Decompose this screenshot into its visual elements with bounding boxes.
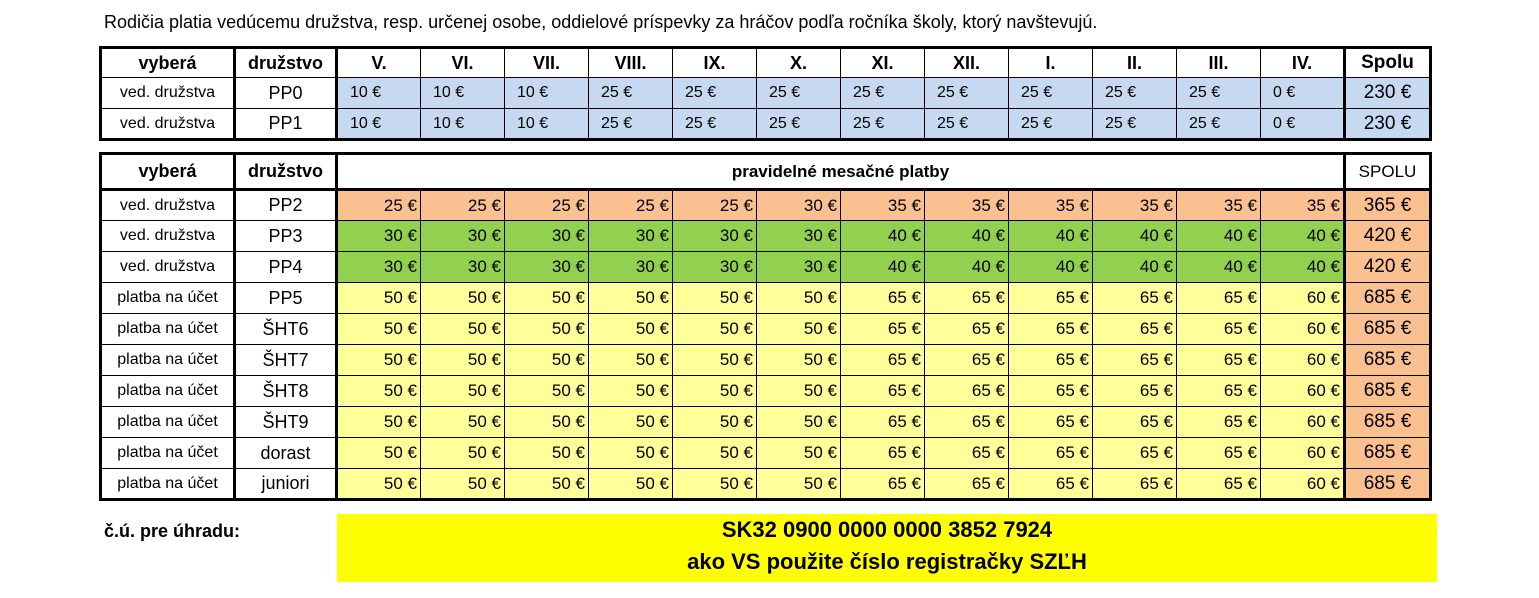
fee-cell: 65 € (1009, 469, 1093, 500)
collector-cell: platba na účet (101, 438, 235, 469)
fee-cell: 25 € (925, 78, 1009, 109)
account-label: č.ú. pre úhradu: (104, 521, 241, 541)
team-cell: PP2 (235, 190, 337, 221)
fee-cell: 50 € (337, 283, 421, 314)
table-row (101, 78, 1431, 109)
fee-cell: 65 € (1177, 407, 1261, 438)
table-row (101, 283, 1431, 314)
table-row (101, 438, 1431, 469)
fee-cell: 65 € (841, 407, 925, 438)
fee-cell: 25 € (841, 109, 925, 140)
collector-cell: platba na účet (101, 283, 235, 314)
fee-cell: 50 € (337, 345, 421, 376)
fee-table-monthly (99, 152, 1432, 501)
fee-cell: 25 € (589, 78, 673, 109)
fee-cell: 25 € (505, 190, 589, 221)
column-header: družstvo (235, 154, 337, 190)
fee-cell: 50 € (589, 407, 673, 438)
fee-cell: 50 € (757, 438, 841, 469)
fee-cell: 65 € (1093, 376, 1177, 407)
fee-cell: 50 € (505, 376, 589, 407)
fee-cell: 65 € (841, 438, 925, 469)
fee-cell: 25 € (673, 78, 757, 109)
column-header: IX. (673, 48, 757, 78)
fee-cell: 35 € (1009, 190, 1093, 221)
fee-cell: 50 € (421, 438, 505, 469)
fee-cell: 25 € (1177, 109, 1261, 140)
fee-cell: 50 € (589, 376, 673, 407)
fee-cell: 65 € (1093, 407, 1177, 438)
account-box (337, 514, 1437, 582)
fee-cell: 50 € (505, 407, 589, 438)
fee-cell: 40 € (1009, 221, 1093, 252)
column-header: Spolu (1345, 48, 1431, 78)
fee-cell: 10 € (337, 78, 421, 109)
fee-cell: 50 € (421, 283, 505, 314)
fee-cell: 60 € (1261, 376, 1345, 407)
column-header: družstvo (235, 48, 337, 78)
fee-cell: 25 € (421, 190, 505, 221)
team-cell: ŠHT6 (235, 314, 337, 345)
fee-cell: 25 € (925, 109, 1009, 140)
collector-cell: platba na účet (101, 376, 235, 407)
collector-cell: platba na účet (101, 469, 235, 500)
fee-cell: 40 € (925, 252, 1009, 283)
fee-cell: 65 € (925, 314, 1009, 345)
fee-cell: 35 € (1093, 190, 1177, 221)
fee-cell: 10 € (505, 78, 589, 109)
fee-cell: 65 € (1093, 469, 1177, 500)
fee-cell: 40 € (1093, 252, 1177, 283)
fee-cell: 30 € (673, 221, 757, 252)
fee-cell: 65 € (841, 469, 925, 500)
collector-cell: ved. družstva (101, 109, 235, 140)
fee-cell: 25 € (841, 78, 925, 109)
fee-cell: 65 € (1093, 283, 1177, 314)
total-cell: 685 € (1345, 283, 1431, 314)
fee-cell: 50 € (673, 438, 757, 469)
fee-cell: 65 € (925, 283, 1009, 314)
team-cell: PP4 (235, 252, 337, 283)
fee-cell: 10 € (505, 109, 589, 140)
team-cell: ŠHT7 (235, 345, 337, 376)
table-row (101, 376, 1431, 407)
fee-cell: 65 € (841, 314, 925, 345)
fee-cell: 65 € (841, 345, 925, 376)
column-header: I. (1009, 48, 1093, 78)
fee-cell: 40 € (1177, 252, 1261, 283)
fee-cell: 60 € (1261, 469, 1345, 500)
fee-cell: 50 € (673, 376, 757, 407)
fee-cell: 10 € (337, 109, 421, 140)
table-header-row (101, 48, 1431, 78)
fee-cell: 50 € (757, 314, 841, 345)
total-cell: 685 € (1345, 407, 1431, 438)
fee-cell: 50 € (505, 283, 589, 314)
fee-cell: 65 € (925, 376, 1009, 407)
fee-cell: 0 € (1261, 109, 1345, 140)
fee-cell: 50 € (421, 314, 505, 345)
fee-cell: 25 € (1177, 78, 1261, 109)
fee-cell: 50 € (757, 283, 841, 314)
fee-cell: 65 € (925, 438, 1009, 469)
fee-cell: 25 € (1093, 78, 1177, 109)
collector-cell: platba na účet (101, 407, 235, 438)
fee-cell: 40 € (1093, 221, 1177, 252)
fee-cell: 50 € (589, 438, 673, 469)
fee-cell: 50 € (589, 314, 673, 345)
fee-cell: 50 € (337, 407, 421, 438)
fee-cell: 30 € (505, 252, 589, 283)
fee-cell: 40 € (1261, 221, 1345, 252)
fee-cell: 50 € (337, 469, 421, 500)
fee-cell: 50 € (757, 407, 841, 438)
fee-cell: 50 € (337, 314, 421, 345)
column-header: X. (757, 48, 841, 78)
team-cell: juniori (235, 469, 337, 500)
fee-cell: 65 € (1177, 283, 1261, 314)
column-header: V. (337, 48, 421, 78)
fee-cell: 50 € (505, 345, 589, 376)
fee-cell: 60 € (1261, 314, 1345, 345)
fee-cell: 30 € (589, 221, 673, 252)
fee-cell: 30 € (673, 252, 757, 283)
fee-cell: 25 € (1009, 109, 1093, 140)
fee-cell: 50 € (757, 345, 841, 376)
fee-cell: 30 € (421, 221, 505, 252)
fee-cell: 65 € (925, 469, 1009, 500)
collector-cell: ved. družstva (101, 78, 235, 109)
fee-cell: 65 € (1093, 314, 1177, 345)
fee-cell: 65 € (1177, 469, 1261, 500)
fee-cell: 40 € (925, 221, 1009, 252)
fee-cell: 35 € (1177, 190, 1261, 221)
fee-cell: 65 € (925, 345, 1009, 376)
team-cell: dorast (235, 438, 337, 469)
fee-cell: 25 € (589, 190, 673, 221)
total-cell: 365 € (1345, 190, 1431, 221)
total-cell: 685 € (1345, 376, 1431, 407)
account-iban: SK32 0900 0000 0000 3852 7924 (721, 517, 1053, 542)
fee-cell: 60 € (1261, 438, 1345, 469)
total-cell: 230 € (1345, 109, 1431, 140)
fee-cell: 65 € (1009, 438, 1093, 469)
collector-cell: ved. družstva (101, 190, 235, 221)
column-header: XI. (841, 48, 925, 78)
table-row (101, 345, 1431, 376)
column-header: pravidelné mesačné platby (337, 154, 1345, 190)
total-cell: 685 € (1345, 345, 1431, 376)
total-cell: 685 € (1345, 314, 1431, 345)
fee-cell: 50 € (505, 469, 589, 500)
fee-cell: 65 € (1009, 345, 1093, 376)
table-row (101, 407, 1431, 438)
fee-cell: 65 € (841, 376, 925, 407)
fee-cell: 50 € (757, 469, 841, 500)
fee-cell: 50 € (757, 376, 841, 407)
fee-cell: 50 € (421, 345, 505, 376)
fee-cell: 40 € (1177, 221, 1261, 252)
column-header: VIII. (589, 48, 673, 78)
fee-cell: 25 € (1093, 109, 1177, 140)
fee-cell: 30 € (757, 190, 841, 221)
fee-cell: 65 € (1093, 345, 1177, 376)
fee-table-grades (99, 46, 1432, 141)
fee-cell: 50 € (673, 314, 757, 345)
fee-cell: 65 € (1177, 376, 1261, 407)
fee-cell: 65 € (1009, 407, 1093, 438)
fee-cell: 40 € (841, 252, 925, 283)
fee-cell: 65 € (925, 407, 1009, 438)
fee-cell: 25 € (673, 190, 757, 221)
table-row (101, 314, 1431, 345)
fee-cell: 50 € (589, 469, 673, 500)
fee-cell: 30 € (337, 221, 421, 252)
account-note: ako VS použite číslo registračky SZĽH (687, 549, 1087, 574)
column-header: III. (1177, 48, 1261, 78)
fee-cell: 50 € (337, 376, 421, 407)
fee-cell: 50 € (421, 407, 505, 438)
fee-cell: 40 € (1009, 252, 1093, 283)
fee-cell: 35 € (925, 190, 1009, 221)
fee-cell: 65 € (1009, 283, 1093, 314)
table-row (101, 109, 1431, 140)
total-cell: 420 € (1345, 252, 1431, 283)
fee-cell: 30 € (421, 252, 505, 283)
fee-cell: 25 € (673, 109, 757, 140)
fee-cell: 50 € (421, 469, 505, 500)
table-row (101, 221, 1431, 252)
fee-cell: 40 € (1261, 252, 1345, 283)
fee-cell: 50 € (589, 345, 673, 376)
fee-cell: 60 € (1261, 283, 1345, 314)
fee-cell: 30 € (757, 252, 841, 283)
fee-cell: 65 € (1177, 345, 1261, 376)
fee-cell: 50 € (337, 438, 421, 469)
fee-cell: 10 € (421, 109, 505, 140)
fee-cell: 35 € (1261, 190, 1345, 221)
column-header: SPOLU (1345, 154, 1431, 190)
fee-cell: 50 € (589, 283, 673, 314)
table-row (101, 252, 1431, 283)
fee-cell: 40 € (841, 221, 925, 252)
team-cell: PP0 (235, 78, 337, 109)
fee-cell: 65 € (1093, 438, 1177, 469)
total-cell: 420 € (1345, 221, 1431, 252)
intro-text: Rodičia platia vedúcemu družstva, resp. určenej osobe, oddielové príspevky za hráčov podľa ročníka školy, ktorý navštevujú. (104, 12, 1098, 32)
fee-cell: 50 € (673, 407, 757, 438)
team-cell: PP5 (235, 283, 337, 314)
total-cell: 685 € (1345, 469, 1431, 500)
fee-cell: 25 € (1009, 78, 1093, 109)
fee-cell: 65 € (1009, 314, 1093, 345)
collector-cell: ved. družstva (101, 252, 235, 283)
fee-cell: 30 € (757, 221, 841, 252)
fee-cell: 50 € (673, 345, 757, 376)
fee-cell: 60 € (1261, 407, 1345, 438)
team-cell: ŠHT8 (235, 376, 337, 407)
column-header: vyberá (101, 154, 235, 190)
column-header: XII. (925, 48, 1009, 78)
fee-cell: 25 € (337, 190, 421, 221)
fee-cell: 50 € (673, 283, 757, 314)
fee-cell: 25 € (757, 109, 841, 140)
fee-cell: 50 € (421, 376, 505, 407)
fee-cell: 30 € (505, 221, 589, 252)
fee-cell: 65 € (1009, 376, 1093, 407)
collector-cell: platba na účet (101, 345, 235, 376)
total-cell: 685 € (1345, 438, 1431, 469)
column-header: IV. (1261, 48, 1345, 78)
column-header: II. (1093, 48, 1177, 78)
table-row (101, 469, 1431, 500)
table-header-row (101, 154, 1431, 190)
table-row (101, 190, 1431, 221)
column-header: vyberá (101, 48, 235, 78)
fee-cell: 30 € (337, 252, 421, 283)
collector-cell: ved. družstva (101, 221, 235, 252)
fee-cell: 25 € (589, 109, 673, 140)
team-cell: PP1 (235, 109, 337, 140)
fee-cell: 25 € (757, 78, 841, 109)
column-header: VI. (421, 48, 505, 78)
collector-cell: platba na účet (101, 314, 235, 345)
fee-cell: 0 € (1261, 78, 1345, 109)
column-header: VII. (505, 48, 589, 78)
team-cell: PP3 (235, 221, 337, 252)
fee-cell: 65 € (841, 283, 925, 314)
fee-cell: 50 € (505, 314, 589, 345)
fee-cell: 65 € (1177, 438, 1261, 469)
total-cell: 230 € (1345, 78, 1431, 109)
fee-cell: 50 € (673, 469, 757, 500)
fee-cell: 50 € (505, 438, 589, 469)
team-cell: ŠHT9 (235, 407, 337, 438)
fee-cell: 65 € (1177, 314, 1261, 345)
fee-cell: 30 € (589, 252, 673, 283)
fee-cell: 35 € (841, 190, 925, 221)
fee-cell: 60 € (1261, 345, 1345, 376)
fee-cell: 10 € (421, 78, 505, 109)
